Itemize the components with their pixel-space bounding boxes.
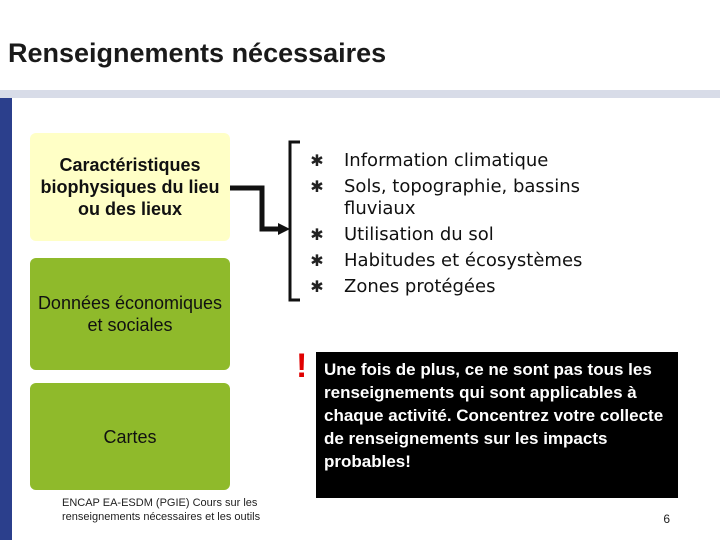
asterisk-bullet-icon: ✱ bbox=[310, 151, 324, 170]
bullet-item: ✱ Information climatique bbox=[310, 150, 549, 171]
page-number: 6 bbox=[663, 512, 670, 526]
connector-elbow bbox=[230, 188, 278, 229]
box-maps: Cartes bbox=[30, 383, 230, 490]
callout-note: Une fois de plus, ce ne sont pas tous les renseignements qui sont applicables à chaque activité. Concentrez votre collecte de renseignements sur les impacts probables! bbox=[316, 352, 678, 498]
bracket-left bbox=[290, 142, 300, 300]
box-biophysical: Caractéristiques biophysiques du lieu ou des lieux bbox=[30, 133, 230, 241]
asterisk-bullet-icon: ✱ bbox=[310, 225, 324, 244]
asterisk-bullet-icon: ✱ bbox=[310, 177, 324, 196]
exclamation-icon: ! bbox=[296, 347, 308, 385]
info-bullet-list bbox=[310, 150, 640, 302]
asterisk-bullet-icon: ✱ bbox=[310, 277, 324, 296]
connector-arrowhead bbox=[278, 223, 290, 235]
box-socioeconomic: Données économiques et sociales bbox=[30, 258, 230, 370]
bullet-item: ✱ Habitudes et écosystèmes bbox=[310, 250, 583, 271]
bullet-item: ✱ Utilisation du sol bbox=[310, 224, 494, 245]
footer-text: ENCAP EA-ESDM (PGIE) Cours sur les renseignements nécessaires et les outils bbox=[62, 497, 261, 523]
bullet-item: ✱ Zones protégées bbox=[310, 276, 496, 297]
asterisk-bullet-icon: ✱ bbox=[310, 251, 324, 270]
slide-title: Renseignements nécessaires bbox=[8, 38, 387, 68]
bullet-item: ✱ Sols, topographie, bassins fluviaux bbox=[310, 176, 580, 219]
